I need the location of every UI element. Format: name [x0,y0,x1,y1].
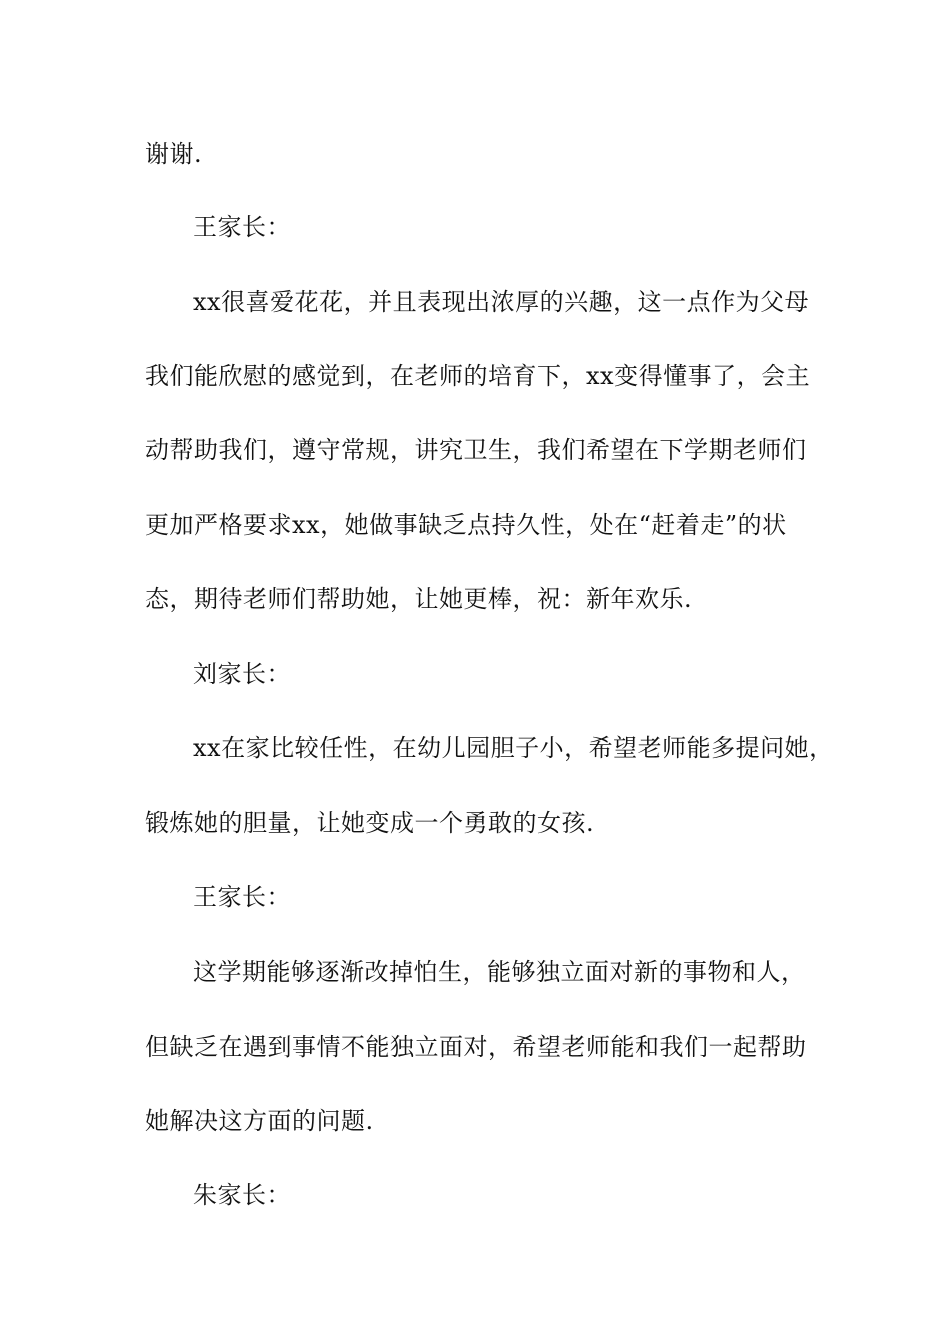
speaker-label: 朱家长： [193,1181,291,1209]
text-line: 动帮助我们，遵守常规，讲究卫生，我们希望在下学期老师们 [145,436,807,464]
paragraph-start: xx在家比较任性，在幼儿园胆子小，希望老师能多提问她， [193,734,834,762]
text-line: 谢谢. [145,140,203,168]
paragraph-start: 这学期能够逐渐改掉怕生，能够独立面对新的事物和人， [193,958,806,986]
text-line: 我们能欣慰的感觉到，在老师的培育下，xx变得懂事了，会主 [145,362,811,390]
speaker-label: 王家长： [193,883,291,911]
paragraph-start: xx很喜爱花花，并且表现出浓厚的兴趣，这一点作为父母 [193,288,810,316]
text-line: 更加严格要求xx，她做事缺乏点持久性，处在“赶着走”的状 [145,511,787,539]
text-line: 锻炼她的胆量，让她变成一个勇敢的女孩. [145,809,595,837]
speaker-label: 王家长： [193,213,291,241]
text-line: 态，期待老师们帮助她，让她更棒，祝：新年欢乐. [145,585,693,613]
text-line: 但缺乏在遇到事情不能独立面对，希望老师能和我们一起帮助 [145,1033,807,1061]
speaker-label: 刘家长： [193,660,291,688]
text-line: 她解决这方面的问题. [145,1107,374,1135]
